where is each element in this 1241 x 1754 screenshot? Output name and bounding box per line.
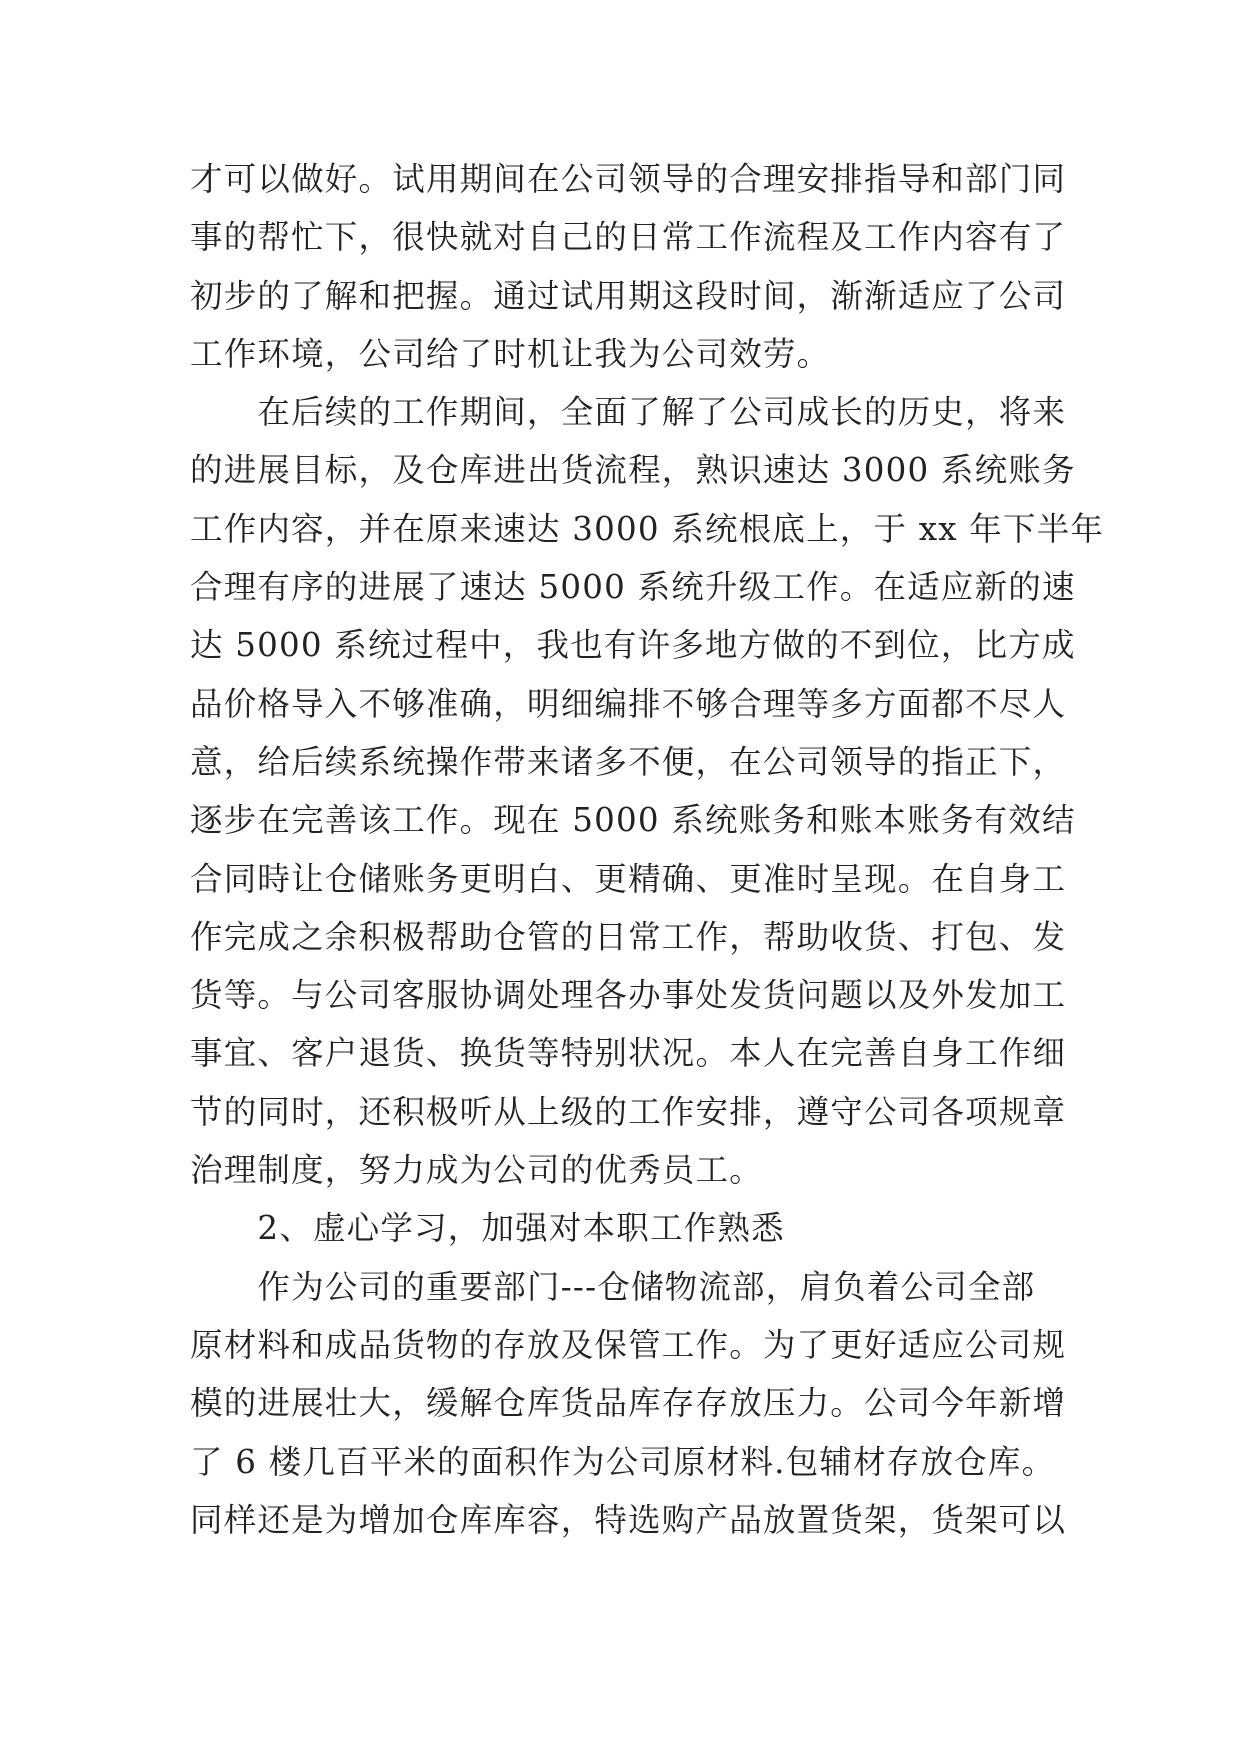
text-line: 合同時让仓储账务更明白、更精确、更准时呈现。在自身工 <box>190 859 1067 898</box>
text-line: 逐步在完善该工作。现在 5000 系统账务和账本账务有效结 <box>190 801 1076 840</box>
text-line: 初步的了解和把握。通过试用期这段时间，渐渐适应了公司 <box>190 276 1067 315</box>
text-line: 模的进展壮大，缓解仓库货品库存存放压力。公司今年新增 <box>190 1384 1067 1423</box>
text-line: 工作环境，公司给了时机让我为公司效劳。 <box>190 334 831 373</box>
text-line: 了 6 楼几百平米的面积作为公司原材料.包辅材存放仓库。 <box>190 1442 1056 1481</box>
body-text <box>190 150 1105 1549</box>
text-line: 意，给后续系统操作带来诸多不便，在公司领导的指正下， <box>190 742 1067 781</box>
text-line: 原材料和成品货物的存放及保管工作。为了更好适应公司规 <box>190 1325 1067 1364</box>
text-line: 作为公司的重要部门---仓储物流部，肩负着公司全部 <box>190 1267 1036 1306</box>
text-line: 的进展目标，及仓库进出货流程，熟识速达 3000 系统账务 <box>190 451 1076 490</box>
text-line: 工作内容，并在原来速达 3000 系统根底上，于 xx 年下半年 <box>190 509 1105 548</box>
text-line: 达 5000 系统过程中，我也有许多地方做的不到位，比方成 <box>190 626 1076 665</box>
section-heading: 2、虚心学习，加强对本职工作熟悉 <box>190 1209 785 1248</box>
text-line: 同样还是为增加仓库库容，特选购产品放置货架，货架可以 <box>190 1500 1067 1539</box>
text-line: 作完成之余积极帮助仓管的日常工作，帮助收货、打包、发 <box>190 917 1067 956</box>
text-line: 才可以做好。试用期间在公司领导的合理安排指导和部门同 <box>190 160 1067 198</box>
text-line: 品价格导入不够准确，明细编排不够合理等多方面都不尽人 <box>190 684 1067 723</box>
text-line: 治理制度，努力成为公司的优秀员工。 <box>190 1151 763 1190</box>
text-line: 在后续的工作期间，全面了解了公司成长的历史，将来 <box>190 393 1067 432</box>
text-line: 节的同时，还积极听从上级的工作安排，遵守公司各项规章 <box>190 1092 1067 1131</box>
text-line: 事宜、客户退货、换货等特别状况。本人在完善自身工作细 <box>190 1034 1067 1073</box>
text-line: 货等。与公司客服协调处理各办事处发货问题以及外发加工 <box>190 976 1067 1015</box>
text-line: 事的帮忙下，很快就对自己的日常工作流程及工作内容有了 <box>190 218 1067 257</box>
text-line: 合理有序的进展了速达 5000 系统升级工作。在适应新的速 <box>190 568 1076 607</box>
